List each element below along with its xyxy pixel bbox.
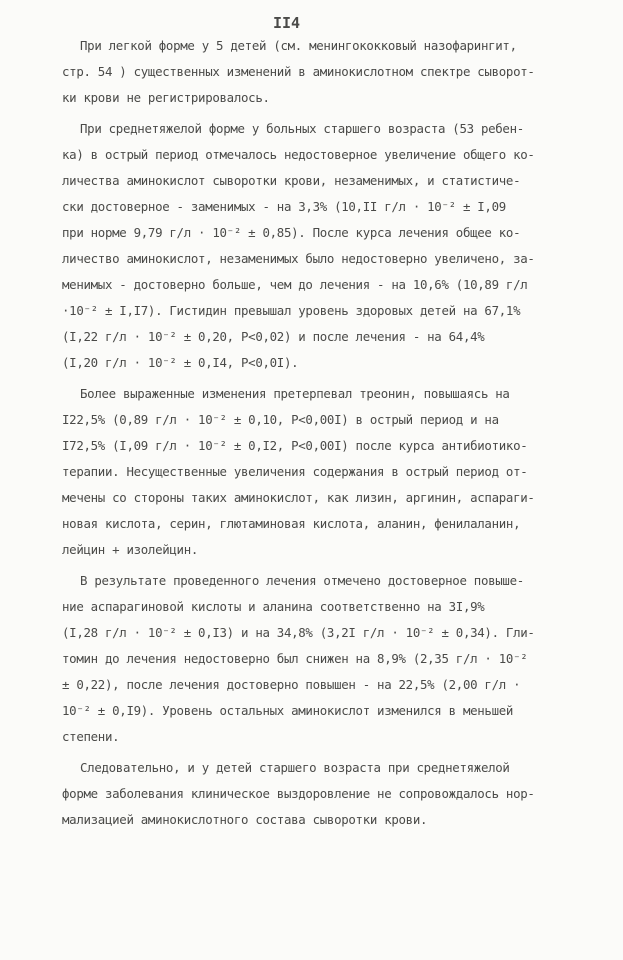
text-line: I22,5% (0,89 г/л · 10⁻² ± 0,10, P<0,00I) в острый период и на — [62, 412, 499, 427]
text-line: При легкой форме у 5 детей (см. менингококковый назофарингит, — [80, 38, 517, 53]
paragraph — [62, 568, 590, 750]
text-line: томин до лечения недостоверно был снижен на 8,9% (2,35 г/л · 10⁻² — [62, 651, 528, 666]
text-line: степени. — [62, 729, 120, 744]
text-line: В результате проведенного лечения отмечено достоверное повыше- — [80, 573, 524, 588]
text-line: (I,28 г/л · 10⁻² ± 0,I3) и на 34,8% (3,2I г/л · 10⁻² ± 0,34). Гли- — [62, 625, 535, 640]
text-line: форме заболевания клиническое выздоровление не сопровождалось нор- — [62, 786, 535, 801]
text-line: ± 0,22), после лечения достоверно повышен - на 22,5% (2,00 г/л · — [62, 677, 521, 692]
document-body — [62, 33, 590, 838]
text-line: ки крови не регистрировалось. — [62, 90, 270, 105]
text-line: Более выраженные изменения претерпевал треонин, повышаясь на — [80, 386, 510, 401]
text-line: мализацией аминокислотного состава сыворотки крови. — [62, 812, 428, 827]
text-line: I72,5% (I,09 г/л · 10⁻² ± 0,I2, P<0,00I) после курса антибиотико- — [62, 438, 528, 453]
text-line: ка) в острый период отмечалось недостоверное увеличение общего ко- — [62, 147, 535, 162]
paragraph — [62, 33, 590, 111]
text-line: (I,22 г/л · 10⁻² ± 0,20, P<0,02) и после лечения - на 64,4% — [62, 329, 485, 344]
page-number: II4 — [272, 14, 301, 32]
paragraph — [62, 381, 590, 563]
text-line: новая кислота, серин, глютаминовая кислота, аланин, фенилаланин, — [62, 516, 521, 531]
text-line: личества аминокислот сыворотки крови, незаменимых, и статистиче- — [62, 173, 521, 188]
text-line: ски достоверное - заменимых - на 3,3% (10,II г/л · 10⁻² ± I,09 — [62, 199, 506, 214]
text-line: терапии. Несущественные увеличения содержания в острый период от- — [62, 464, 528, 479]
text-line: При среднетяжелой форме у больных старшего возраста (53 ребен- — [80, 121, 524, 136]
text-line: 10⁻² ± 0,I9). Уровень остальных аминокислот изменился в меньшей — [62, 703, 514, 718]
text-line: лейцин + изолейцин. — [62, 542, 199, 557]
text-line: при норме 9,79 г/л · 10⁻² ± 0,85). После курса лечения общее ко- — [62, 225, 521, 240]
text-line: ·10⁻² ± I,I7). Гистидин превышал уровень здоровых детей на 67,1% — [62, 303, 521, 318]
text-line: ние аспарагиновой кислоты и аланина соответственно на 3I,9% — [62, 599, 485, 614]
paragraph — [62, 755, 590, 833]
text-line: личество аминокислот, незаменимых было недостоверно увеличено, за- — [62, 251, 535, 266]
paragraph — [62, 116, 590, 376]
text-line: (I,20 г/л · 10⁻² ± 0,I4, P<0,0I). — [62, 355, 299, 370]
text-line: менимых - достоверно больше, чем до лечения - на 10,6% (10,89 г/л — [62, 277, 528, 292]
text-line: мечены со стороны таких аминокислот, как лизин, аргинин, аспараги- — [62, 490, 535, 505]
text-line: стр. 54 ) существенных изменений в аминокислотном спектре сыворот- — [62, 64, 535, 79]
text-line: Следовательно, и у детей старшего возраста при среднетяжелой — [80, 760, 510, 775]
